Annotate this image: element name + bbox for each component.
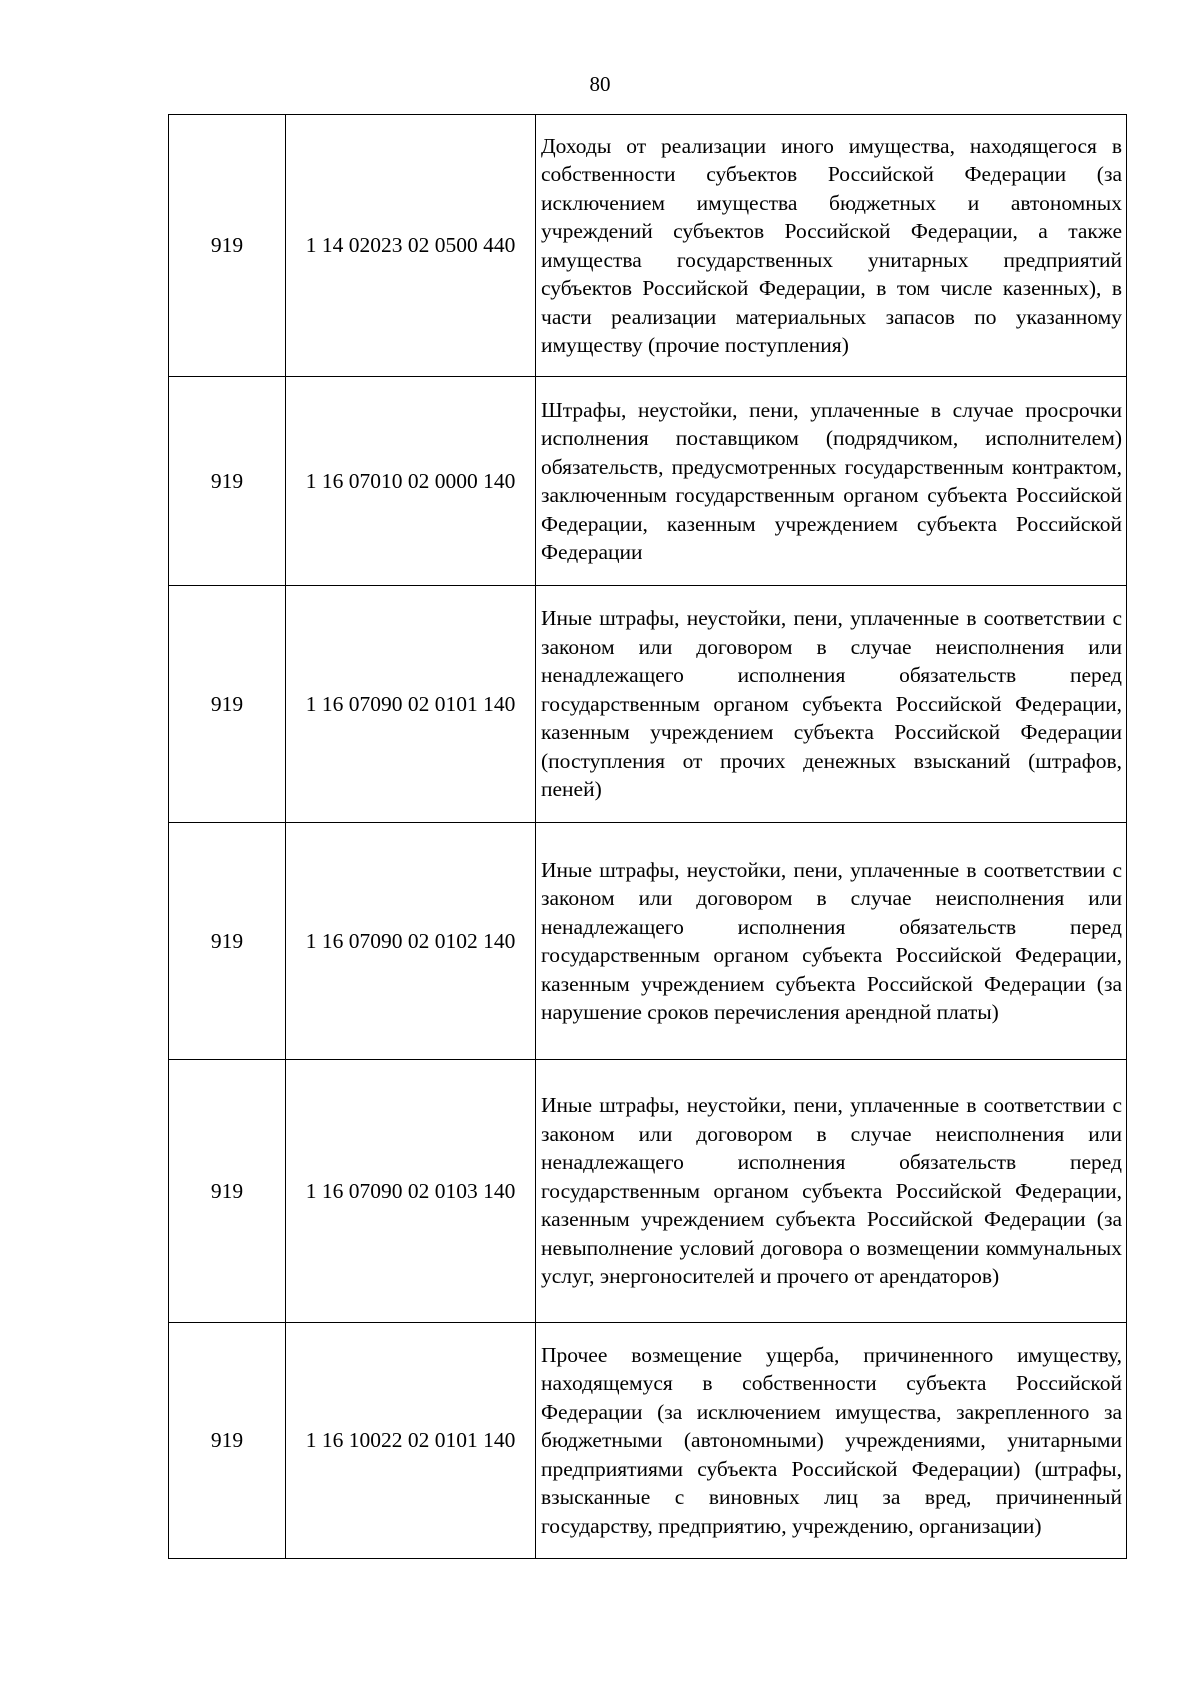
- table-row: [169, 823, 1127, 1060]
- description-cell: [536, 823, 1127, 1060]
- table-row: [169, 1060, 1127, 1323]
- admin-code-cell: 919: [169, 823, 286, 1060]
- admin-code-cell: 919: [169, 1323, 286, 1559]
- budget-code-cell: 1 16 07010 02 0000 140: [286, 377, 536, 586]
- admin-code-cell: 919: [169, 1060, 286, 1323]
- table-row: [169, 1323, 1127, 1559]
- description-cell: [536, 586, 1127, 823]
- admin-code-cell: 919: [169, 115, 286, 377]
- description-cell: [536, 1060, 1127, 1323]
- description-text: Иные штрафы, неустойки, пени, уплаченные в соответствии с законом или договором в случае неисполнения или ненадлежащего исполнения обязательств перед государственным органом субъекта Российской Федерации, казенным учреждением субъекта Российской Федерации (за невыполнение условий договора о возмещении коммунальных услуг, энергоносителей и прочего от арендаторов): [541, 1093, 1122, 1289]
- budget-code-cell: 1 16 07090 02 0102 140: [286, 823, 536, 1060]
- admin-code-cell: 919: [169, 586, 286, 823]
- budget-code-cell: 1 16 07090 02 0101 140: [286, 586, 536, 823]
- table-row: [169, 586, 1127, 823]
- budget-code-cell: 1 16 07090 02 0103 140: [286, 1060, 536, 1323]
- page-number: 80: [589, 72, 611, 96]
- description-text: Иные штрафы, неустойки, пени, уплаченные в соответствии с законом или договором в случае неисполнения или ненадлежащего исполнения обязательств перед государственным органом субъекта Российской Федерации, казенным учреждением субъекта Российской Федерации (поступления от прочих денежных взысканий (штрафов, пеней): [541, 606, 1122, 802]
- description-cell: [536, 115, 1127, 377]
- description-text: Штрафы, неустойки, пени, уплаченные в случае просрочки исполнения поставщиком (подрядчиком, исполнителем) обязательств, предусмотренных государственным контрактом, заключенным государственным органом субъекта Российской Федерации, казенным учреждением субъекта Российской Федерации: [541, 397, 1122, 564]
- table-row: [169, 377, 1127, 586]
- description-cell: [536, 1323, 1127, 1559]
- description-text: Иные штрафы, неустойки, пени, уплаченные в соответствии с законом или договором в случае неисполнения или ненадлежащего исполнения обязательств перед государственным органом субъекта Российской Федерации, казенным учреждением субъекта Российской Федерации (за нарушение сроков перечисления арендной платы): [541, 857, 1122, 1024]
- budget-code-cell: 1 14 02023 02 0500 440: [286, 115, 536, 377]
- revenue-codes-table: [168, 114, 1127, 1559]
- description-cell: [536, 377, 1127, 586]
- description-text: Прочее возмещение ущерба, причиненного имуществу, находящемуся в собственности субъекта Российской Федерации (за исключением имущества, закрепленного за бюджетными (автономными) учреждениями, унитарными предприятиями субъекта Российской Федерации) (штрафы, взысканные с виновных лиц за вред, причиненный государству, предприятию, учреждению, организации): [541, 1342, 1122, 1538]
- budget-code-cell: 1 16 10022 02 0101 140: [286, 1323, 536, 1559]
- admin-code-cell: 919: [169, 377, 286, 586]
- description-text: Доходы от реализации иного имущества, находящегося в собственности субъектов Российской Федерации (за исключением имущества бюджетных и автономных учреждений субъектов Российской Федерации, а также имущества государственных унитарных предприятий субъектов Российской Федерации, в том числе казенных), в части реализации материальных запасов по указанному имуществу (прочие поступления): [541, 133, 1122, 357]
- table-row: [169, 115, 1127, 377]
